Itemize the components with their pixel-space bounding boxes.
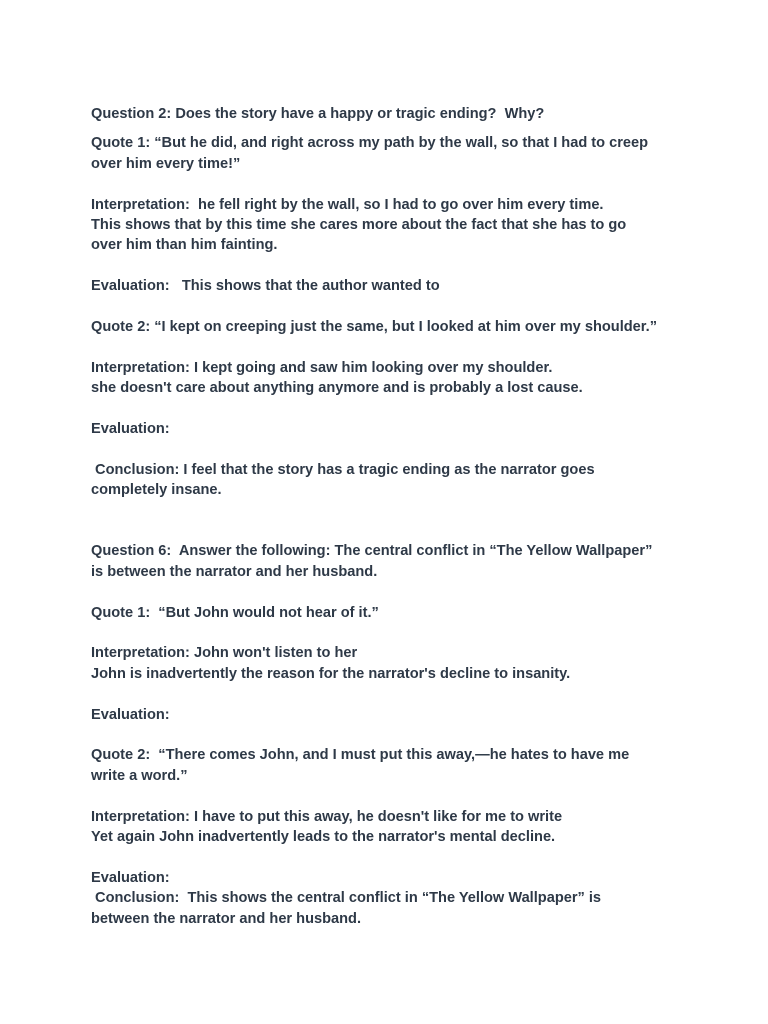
q2-quote-1-line-1: Quote 1: “But he did, and right across my path by the wall, so that I had to creep: [91, 135, 649, 152]
blank-line: [91, 684, 691, 704]
q6-interpretation-1-line-1: Interpretation: John won't listen to her: [91, 645, 358, 662]
q2-quote-2: Quote 2: “I kept on creeping just the same, but I looked at him over my shoulder.”: [91, 319, 658, 336]
blank-line: [91, 256, 691, 276]
q2-interpretation-2-line-2: she doesn't care about anything anymore and is probably a lost cause.: [91, 380, 583, 397]
q6-quote-1: Quote 1: “But John would not hear of it.”: [91, 604, 379, 621]
q2-interpretation-1-line-2: This shows that by this time she cares more about the fact that she has to go: [91, 217, 627, 234]
q6-interpretation-1-line-2: John is inadvertently the reason for the narrator's decline to insanity.: [91, 665, 571, 682]
q2-interpretation-2-line-1: Interpretation: I kept going and saw him looking over my shoulder.: [91, 359, 553, 376]
q2-conclusion-line-2: completely insane.: [91, 482, 222, 499]
q6-interpretation-2-line-1: Interpretation: I have to put this away, he doesn't like for me to write: [91, 808, 563, 825]
blank-line: [91, 725, 691, 745]
q6-quote-2-line-1: Quote 2: “There comes John, and I must put this away,—he hates to have me: [91, 747, 630, 764]
question-6-heading-line-2: is between the narrator and her husband.: [91, 563, 378, 580]
blank-line: [91, 582, 691, 602]
blank-line: [91, 786, 691, 806]
blank-line: [91, 623, 691, 643]
question-2-heading: Question 2: Does the story have a happy or tragic ending? Why?: [91, 106, 545, 122]
document-body: [91, 104, 691, 929]
q6-quote-2-line-2: write a word.”: [91, 767, 188, 784]
q6-evaluation-1: Evaluation:: [91, 706, 170, 723]
q6-evaluation-2: Evaluation:: [91, 869, 170, 886]
blank-line: [91, 399, 691, 419]
q2-quote-1-line-2: over him every time!”: [91, 155, 241, 172]
q2-interpretation-1-line-3: over him than him fainting.: [91, 237, 278, 254]
q6-conclusion-line-1: Conclusion: This shows the central conflict in “The Yellow Wallpaper” is: [91, 890, 602, 907]
blank-line: [91, 501, 691, 521]
blank-line: [91, 521, 691, 541]
q2-evaluation-1: Evaluation: This shows that the author wanted to: [91, 278, 440, 295]
blank-line: [91, 847, 691, 867]
blank-line: [91, 337, 691, 357]
blank-line: [91, 439, 691, 459]
q2-evaluation-2: Evaluation:: [91, 421, 170, 438]
q2-interpretation-1-line-1: Interpretation: he fell right by the wall, so I had to go over him every time.: [91, 196, 604, 213]
q6-interpretation-2-line-2: Yet again John inadvertently leads to the narrator's mental decline.: [91, 829, 556, 846]
q2-conclusion-line-1: Conclusion: I feel that the story has a tragic ending as the narrator goes: [91, 461, 595, 478]
blank-line: [91, 297, 691, 317]
blank-line: [91, 174, 691, 194]
question-6-heading-line-1: Question 6: Answer the following: The central conflict in “The Yellow Wallpaper”: [91, 543, 653, 560]
q6-conclusion-line-2: between the narrator and her husband.: [91, 910, 362, 927]
